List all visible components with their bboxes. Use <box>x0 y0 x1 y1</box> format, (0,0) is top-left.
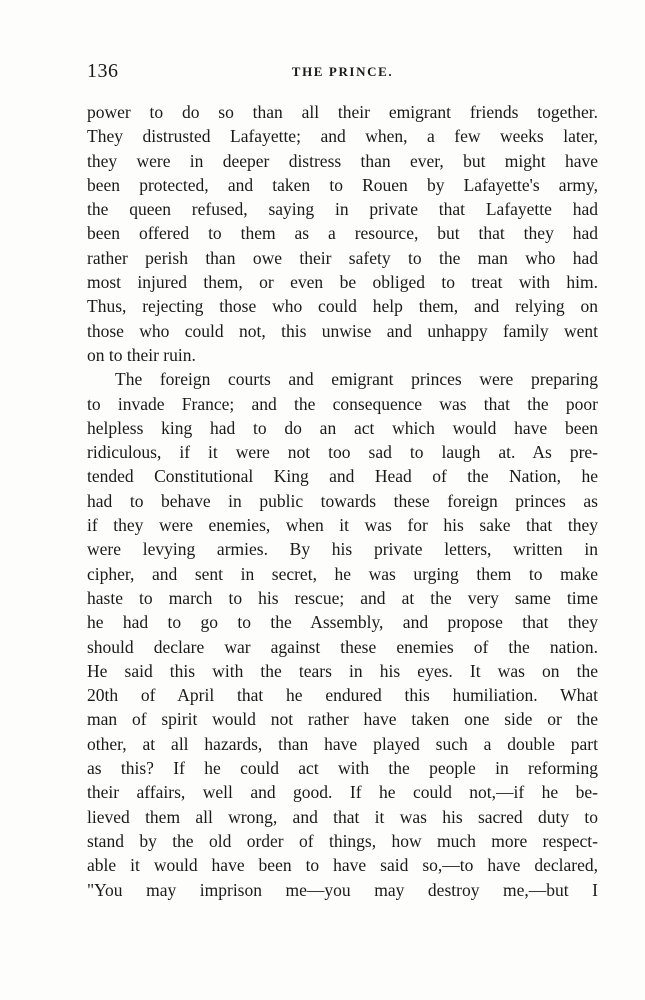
text-line: should declare war against these enemies of the nation. <box>87 636 598 657</box>
text-line: The foreign courts and emigrant princes were preparing <box>115 369 598 390</box>
text-line: He said this with the tears in his eyes. It was on the <box>87 660 598 681</box>
text-line: able it would have been to have said so,—to have declared, <box>87 855 598 876</box>
text-line: as this? If he could act with the people in reforming <box>87 758 598 779</box>
text-line: on to their ruin. <box>87 344 196 365</box>
page-header <box>87 60 598 86</box>
text-line: stand by the old order of things, how much more respect- <box>87 830 598 851</box>
text-line: their affairs, well and good. If he could not,—if he be- <box>87 782 598 803</box>
text-line: man of spirit would not rather have taken one side or the <box>87 709 598 730</box>
text-line: been protected, and taken to Rouen by Lafayette's army, <box>87 174 598 195</box>
text-line: other, at all hazards, than have played such a double part <box>87 733 598 754</box>
text-line: Thus, rejecting those who could help them, and relying on <box>87 296 598 317</box>
paragraph-2 <box>87 367 598 902</box>
text-line: those who could not, this unwise and unhappy family went <box>87 320 598 341</box>
paragraph-1 <box>87 100 598 367</box>
page-number: 136 <box>87 60 119 82</box>
text-line: had to behave in public towards these foreign princes as <box>87 490 598 511</box>
text-line: rather perish than owe their safety to the man who had <box>87 247 598 268</box>
text-line: helpless king had to do an act which would have been <box>87 417 598 438</box>
text-line: to invade France; and the consequence was that the poor <box>87 393 598 414</box>
text-line: he had to go to the Assembly, and propose that they <box>87 612 598 633</box>
body-text <box>87 100 598 902</box>
text-line: they were in deeper distress than ever, but might have <box>87 150 598 171</box>
running-title: THE PRINCE. <box>291 64 394 79</box>
text-line: ridiculous, if it were not too sad to laugh at. As pre- <box>87 442 598 463</box>
text-line: cipher, and sent in secret, he was urging them to make <box>87 563 598 584</box>
text-line: 20th of April that he endured this humiliation. What <box>87 685 598 706</box>
text-line: power to do so than all their emigrant friends together. <box>87 102 598 122</box>
text-line: lieved them all wrong, and that it was his sacred duty to <box>87 806 598 827</box>
text-line: "You may imprison me—you may destroy me,—but I <box>87 879 598 900</box>
text-line: tended Constitutional King and Head of the Nation, he <box>87 466 598 487</box>
text-line: if they were enemies, when it was for his sake that they <box>87 515 598 536</box>
text-line: the queen refused, saying in private that Lafayette had <box>87 199 598 220</box>
text-line: They distrusted Lafayette; and when, a few weeks later, <box>87 126 598 147</box>
text-line: haste to march to his rescue; and at the very same time <box>87 587 598 608</box>
text-line: were levying armies. By his private letters, written in <box>87 539 598 560</box>
text-line: been offered to them as a resource, but that they had <box>87 223 598 244</box>
text-line: most injured them, or even be obliged to treat with him. <box>87 272 598 293</box>
